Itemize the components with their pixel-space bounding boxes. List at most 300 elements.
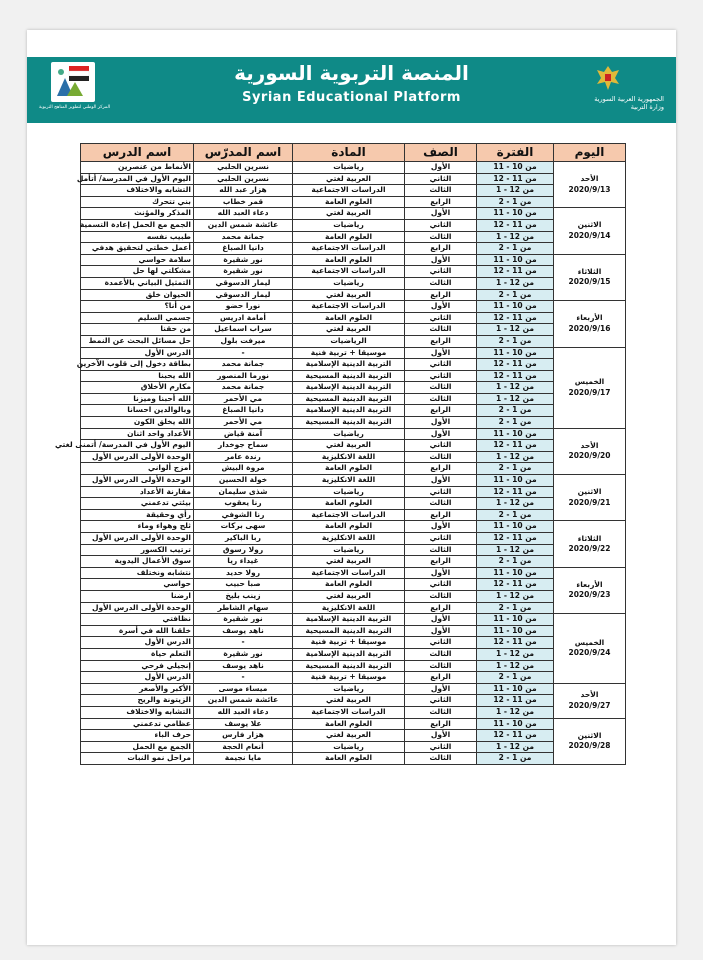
grade-cell: الثالث: [405, 231, 477, 243]
teacher-cell: عائشة شمس الدين: [194, 695, 293, 707]
period-cell: من 10 - 11: [477, 254, 554, 266]
table-row: [81, 556, 626, 568]
period-cell: من 11 - 12: [477, 440, 554, 452]
day-name: الاثنين: [577, 487, 602, 497]
subject-cell: رياضيات: [293, 428, 405, 440]
teacher-cell: ناهد يوسف: [194, 660, 293, 672]
table-row: [81, 660, 626, 672]
table-row: [81, 208, 626, 220]
grade-cell: الثالث: [405, 498, 477, 510]
table-row: [81, 451, 626, 463]
lesson-cell: التمثيل البياني بالأعمدة: [81, 277, 194, 289]
grade-cell: الثالث: [405, 324, 477, 336]
subject-cell: العربية لغتي: [293, 556, 405, 568]
table-row: [81, 254, 626, 266]
period-cell: من 12 - 1: [477, 498, 554, 510]
day-date: 2020/9/21: [568, 497, 611, 507]
lesson-cell: التشابه والاختلاف: [81, 706, 194, 718]
period-cell: من 12 - 1: [477, 382, 554, 394]
period-cell: من 12 - 1: [477, 231, 554, 243]
header-teacher: اسم المدرّس: [194, 144, 293, 162]
lesson-cell: وبالوالدين احسانا: [81, 405, 194, 417]
period-cell: من 12 - 1: [477, 706, 554, 718]
subject-cell: العلوم العامة: [293, 579, 405, 591]
grade-cell: الثاني: [405, 440, 477, 452]
period-cell: من 12 - 1: [477, 451, 554, 463]
day-date: 2020/9/13: [568, 184, 611, 194]
table-row: [81, 475, 626, 487]
teacher-cell: نسرين الحلبي: [194, 162, 293, 174]
teacher-cell: ميرفت بلول: [194, 335, 293, 347]
lesson-cell: سوق الأعمال اليدوية: [81, 556, 194, 568]
teacher-cell: علا يوسف: [194, 718, 293, 730]
grade-cell: الثاني: [405, 486, 477, 498]
teacher-cell: خولة الحسين: [194, 475, 293, 487]
period-cell: من 11 - 12: [477, 579, 554, 591]
day-name: الأحد: [580, 440, 599, 450]
lesson-cell: الله أحبنا وميزنا: [81, 393, 194, 405]
day-cell: [554, 162, 626, 208]
lesson-cell: الله يخلق الكون: [81, 417, 194, 429]
period-cell: من 10 - 11: [477, 567, 554, 579]
teacher-cell: سهام الشاطر: [194, 602, 293, 614]
grade-cell: الأول: [405, 567, 477, 579]
period-cell: من 1 - 2: [477, 289, 554, 301]
lesson-cell: مراحل نمو النبات: [81, 753, 194, 765]
teacher-cell: -: [194, 637, 293, 649]
day-cell: [554, 683, 626, 718]
subject-cell: اللغة الانكليزية: [293, 451, 405, 463]
day-date: 2020/9/28: [568, 741, 611, 751]
teacher-cell: رنا الشوفي: [194, 509, 293, 521]
subject-cell: العلوم العامة: [293, 312, 405, 324]
lesson-cell: المذكر والمؤنث: [81, 208, 194, 220]
lesson-cell: نتشابه ونختلف: [81, 567, 194, 579]
subject-cell: العلوم العامة: [293, 463, 405, 475]
grade-cell: الرابع: [405, 556, 477, 568]
header-grade: الصف: [405, 144, 477, 162]
table-row: [81, 359, 626, 371]
lesson-cell: ثلج وهواء وماء: [81, 521, 194, 533]
grade-cell: الثاني: [405, 741, 477, 753]
grade-cell: الأول: [405, 162, 477, 174]
subject-cell: التربية الدينية الإسلامية: [293, 405, 405, 417]
table-row: [81, 417, 626, 429]
ministry-line-2: وزارة التربية: [630, 103, 664, 111]
subject-cell: رياضيات: [293, 219, 405, 231]
grade-cell: الرابع: [405, 463, 477, 475]
teacher-cell: صبا حبيب: [194, 579, 293, 591]
grade-cell: الرابع: [405, 289, 477, 301]
grade-cell: الأول: [405, 730, 477, 742]
lesson-cell: رأي وحقيقة: [81, 509, 194, 521]
period-cell: من 12 - 1: [477, 648, 554, 660]
lesson-cell: إنجيلي فرحي: [81, 660, 194, 672]
grade-cell: الأول: [405, 347, 477, 359]
grade-cell: الأول: [405, 683, 477, 695]
table-row: [81, 602, 626, 614]
subject-cell: التربية الدينية الإسلامية: [293, 359, 405, 371]
ministry-line-1: الجمهورية العربية السورية: [594, 95, 664, 103]
teacher-cell: غيداء ريا: [194, 556, 293, 568]
teacher-cell: -: [194, 672, 293, 684]
subject-cell: رياضيات: [293, 683, 405, 695]
table-row: [81, 382, 626, 394]
day-name: الأربعاء: [576, 313, 603, 323]
table-row: [81, 521, 626, 533]
grade-cell: الثاني: [405, 312, 477, 324]
subject-cell: موسيقا + تربية فنية: [293, 347, 405, 359]
period-cell: من 12 - 1: [477, 660, 554, 672]
day-date: 2020/9/20: [568, 451, 611, 461]
table-row: [81, 219, 626, 231]
syria-emblem-icon: [595, 64, 621, 92]
lesson-cell: التشابه والاختلاف: [81, 185, 194, 197]
period-cell: من 1 - 2: [477, 405, 554, 417]
table-row: [81, 324, 626, 336]
subject-cell: العربية لغتي: [293, 208, 405, 220]
grade-cell: الثالث: [405, 544, 477, 556]
day-date: 2020/9/14: [568, 231, 611, 241]
lesson-cell: الوحدة الأولى الدرس الأول: [81, 533, 194, 545]
lesson-cell: الأنماط من عنصرين: [81, 162, 194, 174]
grade-cell: الأول: [405, 625, 477, 637]
table-row: [81, 347, 626, 359]
day-date: 2020/9/16: [568, 323, 611, 333]
teacher-cell: -: [194, 347, 293, 359]
teacher-cell: رندة عامر: [194, 451, 293, 463]
subject-cell: الدراسات الاجتماعية: [293, 185, 405, 197]
day-cell: [554, 614, 626, 684]
subject-cell: العربية لغتي: [293, 590, 405, 602]
table-row: [81, 718, 626, 730]
grade-cell: الثالث: [405, 185, 477, 197]
curriculum-center-name: المركز الوطني لتطوير المناهج التربوية: [39, 105, 111, 110]
teacher-cell: ميساء موسى: [194, 683, 293, 695]
lesson-cell: الله يحبنا: [81, 370, 194, 382]
lesson-cell: الوحدة الأولى الدرس الأول: [81, 475, 194, 487]
teacher-cell: قمر خطاب: [194, 196, 293, 208]
subject-cell: العربية لغتي: [293, 324, 405, 336]
teacher-cell: هزار فارس: [194, 730, 293, 742]
lesson-cell: مكارم الأخلاق: [81, 382, 194, 394]
teacher-cell: جمانة محمد: [194, 231, 293, 243]
subject-cell: التربية الدينية المسيحية: [293, 625, 405, 637]
subject-cell: الدراسات الاجتماعية: [293, 301, 405, 313]
lesson-cell: عظامي تدعمني: [81, 718, 194, 730]
period-cell: من 1 - 2: [477, 243, 554, 255]
table-row: [81, 370, 626, 382]
period-cell: من 12 - 1: [477, 324, 554, 336]
teacher-cell: مايا نجيمة: [194, 753, 293, 765]
teacher-cell: أمامة ادريس: [194, 312, 293, 324]
period-cell: من 10 - 11: [477, 614, 554, 626]
grade-cell: الرابع: [405, 243, 477, 255]
period-cell: من 11 - 12: [477, 637, 554, 649]
grade-cell: الثاني: [405, 533, 477, 545]
teacher-cell: زينب بليخ: [194, 590, 293, 602]
subject-cell: العربية لغتي: [293, 730, 405, 742]
teacher-cell: دعاء العبد الله: [194, 208, 293, 220]
lesson-cell: حل مسائل البحث عن النمط: [81, 335, 194, 347]
table-header-row: [81, 144, 626, 162]
table-row: [81, 648, 626, 660]
table-row: [81, 428, 626, 440]
period-cell: من 10 - 11: [477, 475, 554, 487]
grade-cell: الرابع: [405, 405, 477, 417]
lesson-cell: نظافتي: [81, 614, 194, 626]
grade-cell: الأول: [405, 428, 477, 440]
table-row: [81, 196, 626, 208]
day-cell: [554, 301, 626, 347]
subject-cell: الرياضيات: [293, 335, 405, 347]
teacher-cell: نور شقيرة: [194, 266, 293, 278]
grade-cell: الثاني: [405, 695, 477, 707]
teacher-cell: ليمار الدسوقي: [194, 277, 293, 289]
subject-cell: العلوم العامة: [293, 196, 405, 208]
period-cell: من 10 - 11: [477, 428, 554, 440]
subject-cell: التربية الدينية الإسلامية: [293, 382, 405, 394]
table-row: [81, 266, 626, 278]
day-cell: [554, 428, 626, 474]
period-cell: من 1 - 2: [477, 509, 554, 521]
subject-cell: العلوم العامة: [293, 753, 405, 765]
teacher-cell: نور شقيرة: [194, 648, 293, 660]
table-row: [81, 544, 626, 556]
day-cell: [554, 718, 626, 764]
day-name: الاثنين: [577, 730, 602, 740]
day-name: الخميس: [574, 376, 605, 386]
lesson-cell: جسمي السليم: [81, 312, 194, 324]
period-cell: من 11 - 12: [477, 695, 554, 707]
period-cell: من 10 - 11: [477, 162, 554, 174]
day-name: الثلاثاء: [577, 266, 602, 276]
lesson-cell: الجمع مع الحمل إعادة التسمية: [81, 219, 194, 231]
period-cell: من 10 - 11: [477, 683, 554, 695]
day-cell: [554, 347, 626, 428]
table-row: [81, 231, 626, 243]
table-row: [81, 289, 626, 301]
subject-cell: التربية الدينية المسيحية: [293, 660, 405, 672]
lesson-cell: من حقنا: [81, 324, 194, 336]
lesson-cell: ارضنا: [81, 590, 194, 602]
teacher-cell: هزار عبد الله: [194, 185, 293, 197]
grade-cell: الثالث: [405, 393, 477, 405]
lesson-cell: الدرس الأول: [81, 672, 194, 684]
lesson-cell: الأكبر والأصغر: [81, 683, 194, 695]
teacher-cell: شذى سليمان: [194, 486, 293, 498]
day-cell: [554, 208, 626, 254]
grade-cell: الرابع: [405, 718, 477, 730]
grade-cell: الأول: [405, 521, 477, 533]
teacher-cell: رنا يعقوب: [194, 498, 293, 510]
subject-cell: رياضيات: [293, 486, 405, 498]
grade-cell: الرابع: [405, 602, 477, 614]
lesson-cell: اليوم الأول في المدرسة/ أتمنى لغتي: [81, 440, 194, 452]
table-row: [81, 637, 626, 649]
subject-cell: العربية لغتي: [293, 440, 405, 452]
teacher-cell: مي الأحمر: [194, 417, 293, 429]
subject-cell: العربية لغتي: [293, 289, 405, 301]
subject-cell: رياضيات: [293, 162, 405, 174]
subject-cell: العلوم العامة: [293, 231, 405, 243]
subject-cell: العلوم العامة: [293, 498, 405, 510]
teacher-cell: سراب اسماعيل: [194, 324, 293, 336]
header-day: اليوم: [554, 144, 626, 162]
grade-cell: الرابع: [405, 196, 477, 208]
period-cell: من 11 - 12: [477, 359, 554, 371]
grade-cell: الأول: [405, 475, 477, 487]
grade-cell: الأول: [405, 208, 477, 220]
period-cell: من 11 - 12: [477, 730, 554, 742]
lesson-cell: بيئتي تدعمني: [81, 498, 194, 510]
subject-cell: التربية الدينية الإسلامية: [293, 614, 405, 626]
grade-cell: الثاني: [405, 173, 477, 185]
header-banner: [27, 57, 676, 123]
grade-cell: الرابع: [405, 672, 477, 684]
period-cell: من 10 - 11: [477, 625, 554, 637]
period-cell: من 10 - 11: [477, 301, 554, 313]
teacher-cell: نورا حضو: [194, 301, 293, 313]
schedule-table: [54, 143, 626, 765]
table-row: [81, 312, 626, 324]
grade-cell: الثالث: [405, 590, 477, 602]
table-row: [81, 590, 626, 602]
teacher-cell: ليمار الدسوقي: [194, 289, 293, 301]
grade-cell: الأول: [405, 614, 477, 626]
subject-cell: الدراسات الاجتماعية: [293, 509, 405, 521]
table-row: [81, 173, 626, 185]
teacher-cell: نور شقيرة: [194, 614, 293, 626]
day-name: الخميس: [574, 637, 605, 647]
day-name: الأربعاء: [576, 579, 603, 589]
subject-cell: اللغة الانكليزية: [293, 475, 405, 487]
day-cell: [554, 521, 626, 567]
grade-cell: الثاني: [405, 579, 477, 591]
lesson-cell: الأعداد واحد اثنان: [81, 428, 194, 440]
subject-cell: التربية الدينية الإسلامية: [293, 648, 405, 660]
period-cell: من 1 - 2: [477, 417, 554, 429]
table-row: [81, 335, 626, 347]
table-row: [81, 509, 626, 521]
table-row: [81, 463, 626, 475]
table-row: [81, 185, 626, 197]
lesson-cell: من أنا؟: [81, 301, 194, 313]
grade-cell: الثالث: [405, 660, 477, 672]
teacher-cell: رولا حديد: [194, 567, 293, 579]
platform-title-english: Syrian Educational Platform: [242, 90, 461, 105]
grade-cell: الثاني: [405, 266, 477, 278]
grade-cell: الرابع: [405, 509, 477, 521]
lesson-cell: الوحدة الأولى الدرس الأول: [81, 451, 194, 463]
period-cell: من 11 - 12: [477, 173, 554, 185]
table-row: [81, 625, 626, 637]
subject-cell: رياضيات: [293, 544, 405, 556]
lesson-cell: الحيوان خلق: [81, 289, 194, 301]
grade-cell: الثالث: [405, 706, 477, 718]
day-name: الثلاثاء: [577, 533, 602, 543]
lesson-cell: الجمع مع الحمل: [81, 741, 194, 753]
day-cell: [554, 475, 626, 521]
ministry-label: [594, 95, 664, 111]
day-date: 2020/9/23: [568, 590, 611, 600]
period-cell: من 11 - 12: [477, 370, 554, 382]
period-cell: من 10 - 11: [477, 347, 554, 359]
lesson-cell: خلقنا الله في أسرة: [81, 625, 194, 637]
subject-cell: اللغة الانكليزية: [293, 602, 405, 614]
table-row: [81, 579, 626, 591]
period-cell: من 12 - 1: [477, 544, 554, 556]
table-row: [81, 672, 626, 684]
table-row: [81, 486, 626, 498]
teacher-cell: نورما المنصور: [194, 370, 293, 382]
table-row: [81, 614, 626, 626]
subject-cell: العلوم العامة: [293, 254, 405, 266]
teacher-cell: دعاء العبد الله: [194, 706, 293, 718]
subject-cell: التربية الدينية المسيحية: [293, 417, 405, 429]
lesson-cell: الوحدة الأولى الدرس الأول: [81, 602, 194, 614]
grade-cell: الثاني: [405, 359, 477, 371]
period-cell: من 1 - 2: [477, 335, 554, 347]
period-cell: من 1 - 2: [477, 556, 554, 568]
header-period: الفترة: [477, 144, 554, 162]
subject-cell: العربية لغتي: [293, 173, 405, 185]
teacher-cell: سهى بركات: [194, 521, 293, 533]
period-cell: من 1 - 2: [477, 602, 554, 614]
table-row: [81, 162, 626, 174]
grade-cell: الثالث: [405, 277, 477, 289]
lesson-cell: الدرس الأول: [81, 347, 194, 359]
table-row: [81, 243, 626, 255]
lesson-cell: مشكلتي لها حل: [81, 266, 194, 278]
day-date: 2020/9/15: [568, 277, 611, 287]
lesson-cell: حواسي: [81, 579, 194, 591]
teacher-cell: مروة البيش: [194, 463, 293, 475]
table-row: [81, 301, 626, 313]
day-cell: [554, 567, 626, 613]
lesson-cell: بطاقة دخول إلى قلوب الآخرين: [81, 359, 194, 371]
period-cell: من 11 - 12: [477, 486, 554, 498]
subject-cell: الدراسات الاجتماعية: [293, 706, 405, 718]
platform-title-arabic: المنصة التربوية السورية: [234, 61, 469, 85]
period-cell: من 1 - 2: [477, 463, 554, 475]
subject-cell: موسيقا + تربية فنية: [293, 637, 405, 649]
teacher-cell: رولا رسوق: [194, 544, 293, 556]
subject-cell: التربية الدينية المسيحية: [293, 370, 405, 382]
day-date: 2020/9/24: [568, 648, 611, 658]
lesson-cell: التعلم حياة: [81, 648, 194, 660]
subject-cell: الدراسات الاجتماعية: [293, 266, 405, 278]
header-subject: المادة: [293, 144, 405, 162]
period-cell: من 12 - 1: [477, 590, 554, 602]
table-row: [81, 393, 626, 405]
lesson-cell: بني تتحرك: [81, 196, 194, 208]
lesson-cell: اليوم الأول في المدرسة/ أتأمل: [81, 173, 194, 185]
period-cell: من 11 - 12: [477, 312, 554, 324]
period-cell: من 1 - 2: [477, 672, 554, 684]
table-row: [81, 695, 626, 707]
teacher-cell: ناهد يوسف: [194, 625, 293, 637]
subject-cell: الدراسات الاجتماعية: [293, 243, 405, 255]
teacher-cell: عائشة شمس الدين: [194, 219, 293, 231]
grade-cell: الثاني: [405, 637, 477, 649]
day-date: 2020/9/22: [568, 544, 611, 554]
period-cell: من 12 - 1: [477, 393, 554, 405]
teacher-cell: دانيا الصباغ: [194, 405, 293, 417]
subject-cell: رياضيات: [293, 277, 405, 289]
grade-cell: الرابع: [405, 335, 477, 347]
day-name: الأحد: [580, 174, 599, 184]
